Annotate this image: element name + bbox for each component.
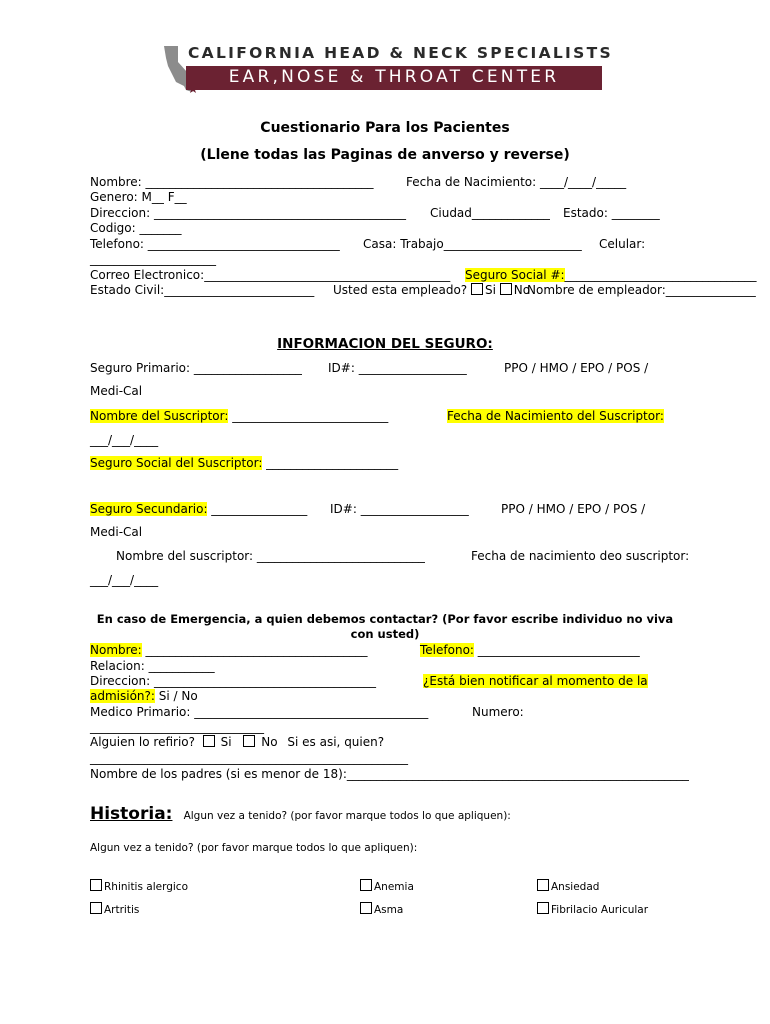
empleado-no-checkbox[interactable] [500,283,512,295]
nombre-suscriptor-label: Nombre del Suscriptor: [90,409,229,423]
condition-label: Ansiedad [551,881,600,893]
emergency-direccion-field[interactable]: Direccion: _____________________________________ [90,674,376,688]
seguro-social-suscriptor-label: Seguro Social del Suscriptor: [90,456,263,470]
form-title: Cuestionario Para los Pacientes [260,120,510,136]
telefono-field[interactable]: Telefono: ________________________________ [90,237,340,251]
quien-label: Si es asi, quien? [287,735,385,749]
empleado-si-checkbox[interactable] [471,283,483,295]
condition-item[interactable] [537,879,599,893]
refirio-no-checkbox[interactable] [243,735,255,747]
seguro-social-label: Seguro Social #: [465,268,565,282]
checkbox[interactable] [360,902,372,914]
historia-heading: Historia: [90,804,173,824]
checkbox[interactable] [360,879,372,891]
condition-label: Artritis [104,904,140,916]
checkbox[interactable] [537,879,549,891]
celular-field[interactable]: _____________________ [90,252,216,266]
emergency-question-line1: En caso de Emergencia, a quien debemos contactar? (Por favor escribe individuo no viva [96,612,674,626]
quien-field[interactable]: _____________________________________________________ [90,751,408,765]
form-subtitle: (Llene todas las Paginas de anverso y reverse) [200,147,570,163]
refirio-label: Alguien lo refirio? [90,735,195,749]
numero-field[interactable]: _____________________________ [90,720,264,734]
empleado-si-label: Si [484,283,496,297]
refirio-si-checkbox[interactable] [203,735,215,747]
checkbox[interactable] [90,902,102,914]
condition-item[interactable] [360,879,414,893]
genero-field[interactable]: Genero: M__ F__ [90,190,187,204]
fecha-suscriptor-field[interactable]: ___/___/____ [90,433,159,447]
medical-primario: Medi-Cal [90,384,143,398]
emergency-nombre-field[interactable]: _____________________________________ [141,643,368,657]
condition-label: Rhinitis alergico [104,881,189,893]
checkbox[interactable] [537,902,549,914]
numero-label: Numero: [472,705,524,719]
id-primario-field[interactable]: ID#: __________________ [328,361,467,375]
estado-civil-field[interactable]: Estado Civil:_________________________ [90,283,315,297]
admision-si-no[interactable]: Si / No [154,689,198,703]
plan-type-primario: PPO / HMO / EPO / POS / [504,361,649,375]
admision-label: admisión?: [90,689,155,703]
celular-label: Celular: [599,237,646,251]
correo-field[interactable]: Correo Electronico:_________________________________________ [90,268,451,282]
condition-label: Asma [374,904,404,916]
ciudad-field[interactable]: Ciudad_____________ [430,206,550,220]
emergency-nombre-label: Nombre: [90,643,142,657]
fecha-suscriptor-label: Fecha de Nacimiento del Suscriptor: [447,409,664,423]
notificar-label: ¿Está bien notificar al momento de la [423,674,648,688]
checkbox[interactable] [90,879,102,891]
estado-field[interactable]: Estado: ________ [563,206,660,220]
condition-item[interactable] [90,902,139,916]
empleador-field[interactable]: Nombre de empleador:_______________ [527,283,756,297]
logo-line-1: CALIFORNIA HEAD & NECK SPECIALISTS [188,44,613,62]
medical-secundario: Medi-Cal [90,525,143,539]
seguro-social-suscriptor-field[interactable]: ______________________ [262,456,399,470]
condition-item[interactable] [537,902,648,916]
seguro-primario-field[interactable]: Seguro Primario: __________________ [90,361,302,375]
empleado-no-label: No [513,283,531,297]
logo-line-2: EAR,NOSE & THROAT CENTER [228,67,560,87]
seguro-secundario-label: Seguro Secundario: [90,502,208,516]
logo-band [186,66,602,90]
seguro-social-field[interactable]: ________________________________ [564,268,757,282]
padres-field[interactable]: Nombre de los padres (si es menor de 18):_________________________________________________________ [90,767,689,781]
fecha-suscriptor2-field[interactable]: ___/___/____ [90,573,159,587]
empleado-label: Usted esta empleado? [333,283,468,297]
medico-primario-field[interactable]: Medico Primario: _______________________________________ [90,705,429,719]
id-secundario-field[interactable]: ID#: __________________ [330,502,469,516]
condition-label: Fibrilacio Auricular [551,904,649,916]
codigo-field[interactable]: Codigo: _______ [90,221,182,235]
seguro-secundario-field[interactable]: ________________ [207,502,308,516]
emergency-question-line2: con usted) [350,627,420,641]
fecha-nacimiento-field[interactable]: Fecha de Nacimiento: ____/____/_____ [406,175,627,189]
emergency-telefono-label: Telefono: [420,643,474,657]
emergency-relacion-field[interactable]: Relacion: ___________ [90,659,215,673]
emergency-telefono-field[interactable]: ___________________________ [473,643,640,657]
nombre-field[interactable]: Nombre: ______________________________________ [90,175,374,189]
refirio-si-label: Si [220,735,232,749]
condition-item[interactable] [90,879,188,893]
plan-type-secundario: PPO / HMO / EPO / POS / [501,502,646,516]
condition-label: Anemia [374,881,414,893]
insurance-heading: INFORMACION DEL SEGURO: [277,336,493,352]
historia-instruction: Algun vez a tenido? (por favor marque todos lo que apliquen): [90,842,418,854]
nombre-suscriptor2-field[interactable]: Nombre del suscriptor: ____________________________ [116,549,425,563]
refirio-no-label: No [261,735,278,749]
fecha-suscriptor2-label: Fecha de nacimiento deo suscriptor: [471,549,690,563]
historia-instruction-inline: Algun vez a tenido? (por favor marque todos lo que apliquen): [183,810,511,822]
condition-item[interactable] [360,902,403,916]
nombre-suscriptor-field[interactable]: __________________________ [228,409,389,423]
direccion-field[interactable]: Direccion: __________________________________________ [90,206,406,220]
casa-trabajo-field[interactable]: Casa: Trabajo_______________________ [363,237,582,251]
